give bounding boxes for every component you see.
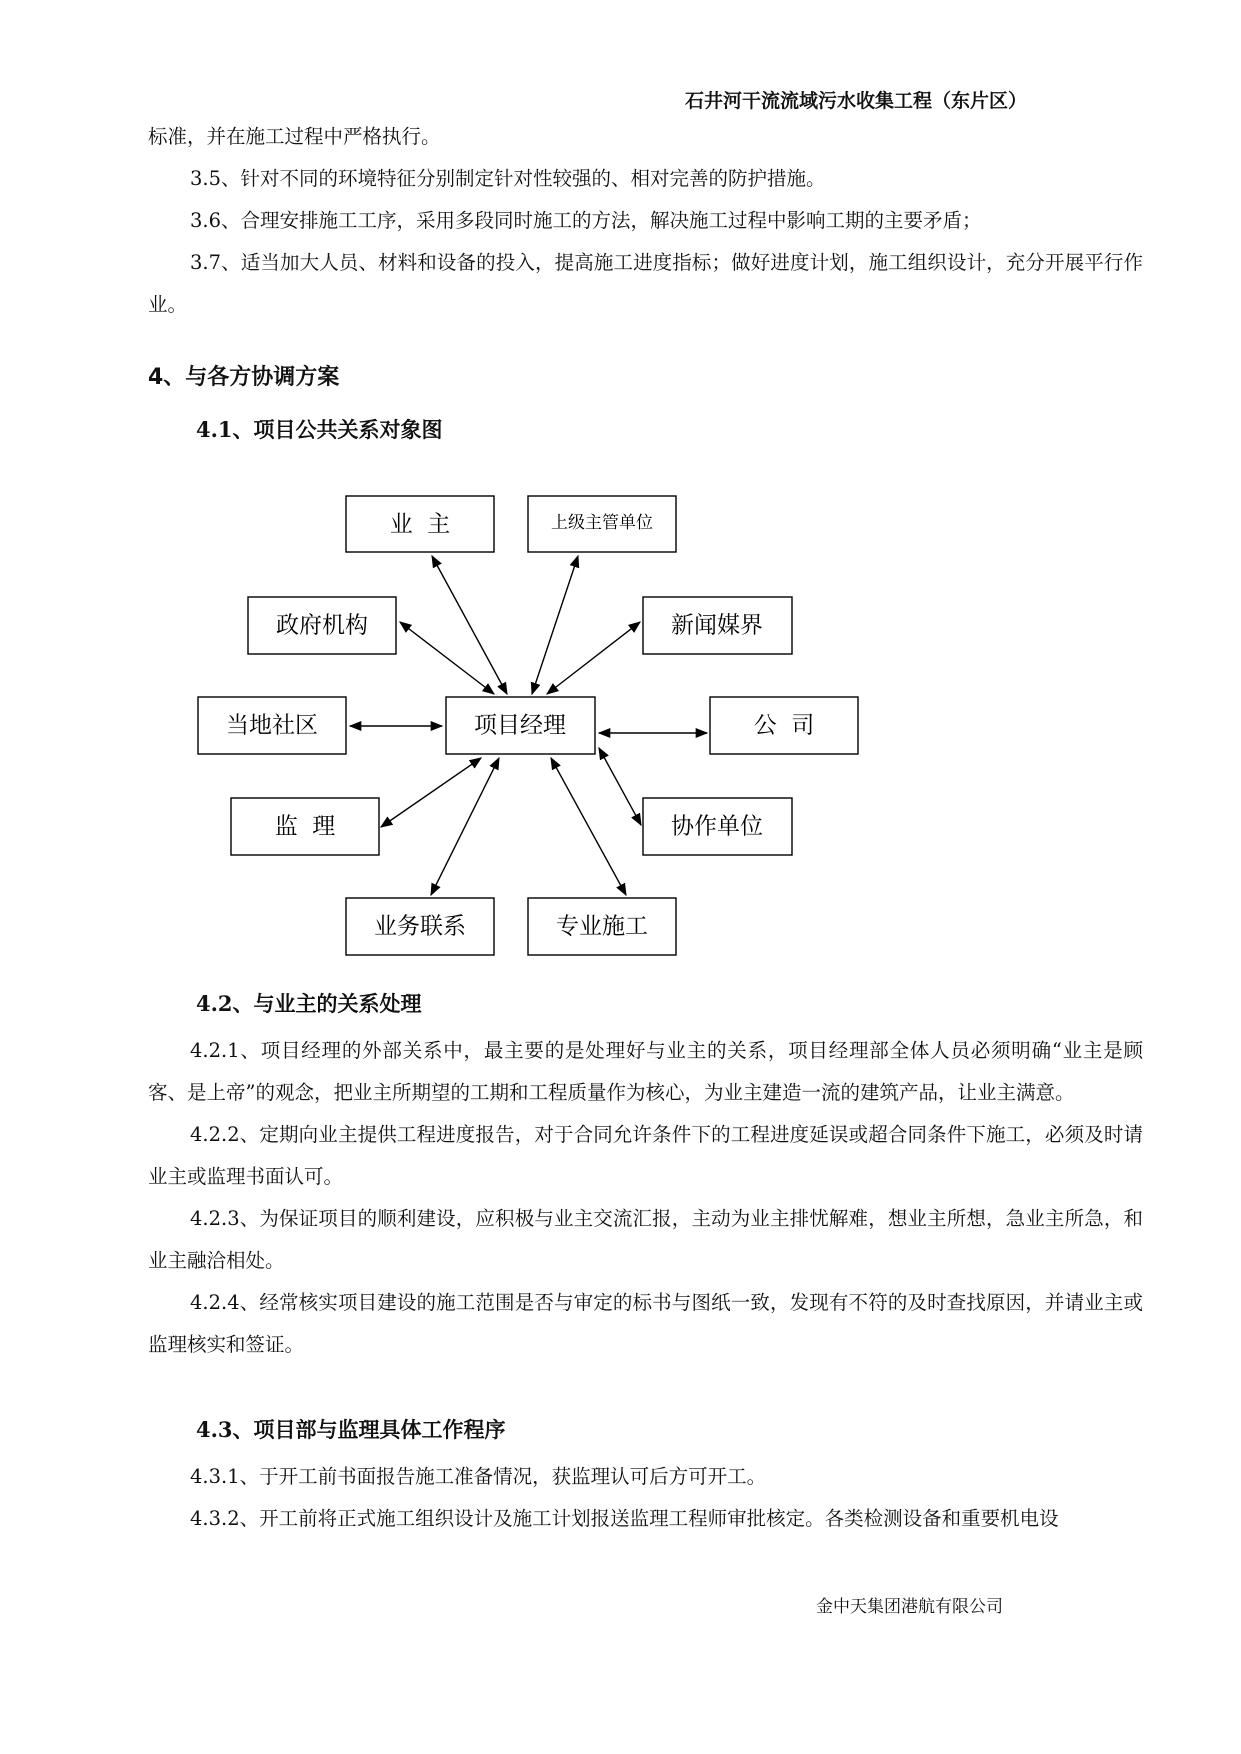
paragraph: 4.2.4、经常核实项目建设的施工范围是否与审定的标书与图纸一致，发现有不符的及时查找原因，并请业主或监理核实和签证。 [148,1291,1143,1356]
arrow-government [400,622,494,694]
node-specialty: 专业施工 [556,913,648,940]
arrow-partner [599,748,641,825]
paragraph: 3.7、适当加大人员、材料和设备的投入，提高施工进度指标；做好进度计划，施工组织设计，充分开展平行作业。 [148,251,1143,316]
section-heading: 4、与各方协调方案 [148,365,340,390]
page-footer: 金中天集团港航有限公司 [816,1597,1003,1617]
subsection-heading: 4.3、项目部与监理具体工作程序 [196,1417,506,1442]
arrow-owner [432,556,507,694]
page-header: 石井河干流流域污水收集工程（东片区） [684,90,1027,112]
paragraph: 4.2.1、项目经理的外部关系中，最主要的是处理好与业主的关系，项目经理部全体人员必须明确“业主是顾客、是上帝”的观念，把业主所期望的工期和工程质量作为核心，为业主建造一流的建筑产品，让业主满意。 [148,1039,1143,1104]
sec43-block [148,1456,1143,1540]
node-partner: 协作单位 [671,813,763,840]
paragraph: 3.6、合理安排施工工序，采用多段同时施工的方法，解决施工过程中影响工期的主要矛盾； [190,209,982,232]
node-superior: 上级主管单位 [551,513,653,533]
subsection-heading: 4.1、项目公共关系对象图 [196,417,443,442]
arrow-specialty [551,758,626,895]
paragraph: 4.2.3、为保证项目的顺利建设，应积极与业主交流汇报，主动为业主排忧解难，想业主所想，急业主所急，和业主融洽相处。 [148,1207,1143,1272]
paragraph: 标准，并在施工过程中严格执行。 [148,125,441,148]
node-media: 新闻媒界 [671,612,763,639]
node-government: 政府机构 [276,612,368,639]
arrow-media [547,622,640,694]
subsection-heading: 4.2、与业主的关系处理 [196,991,422,1016]
arrow-supervision [381,758,481,827]
node-company: 公 司 [753,712,815,739]
node-business: 业务联系 [374,913,466,940]
paragraph: 3.5、针对不同的环境特征分别制定针对性较强的、相对完善的防护措施。 [190,167,826,190]
node-community: 当地社区 [226,712,318,739]
node-center: 项目经理 [474,712,566,739]
paragraph: 4.3.1、于开工前书面报告施工准备情况，获监理认可后方可开工。 [190,1465,767,1488]
node-owner: 业 主 [389,511,451,538]
node-supervision: 监 理 [274,813,336,840]
arrow-superior [532,556,578,694]
arrow-business [431,758,499,895]
sec42-block [148,1030,1143,1366]
paragraph: 4.3.2、开工前将正式施工组织设计及施工计划报送监理工程师审批核定。各类检测设备和重要机电设 [190,1507,1059,1530]
paragraph: 4.2.2、定期向业主提供工程进度报告，对于合同允许条件下的工程进度延误或超合同条件下施工，必须及时请业主或监理书面认可。 [148,1123,1143,1188]
